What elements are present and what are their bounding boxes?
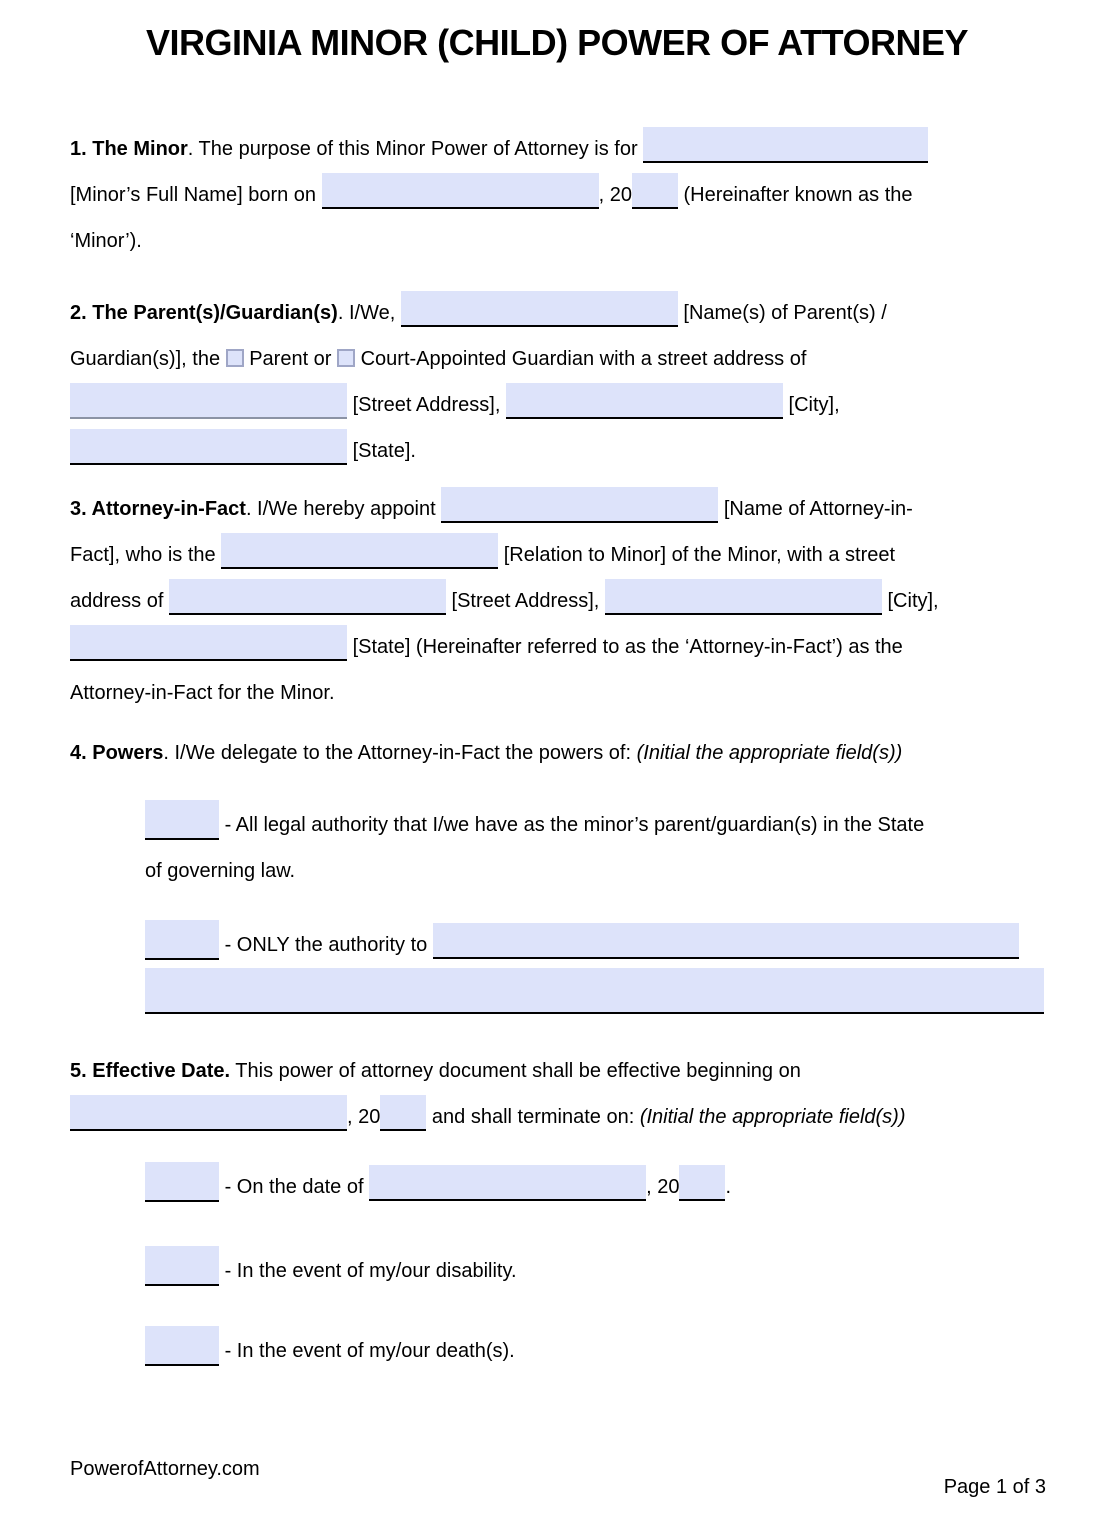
only-authority-text-field-line2[interactable] [145, 968, 1044, 1014]
s5-text-7: - In the event of my/our disability. [224, 1260, 517, 1282]
s3-line5 [70, 670, 1044, 716]
s2-text-1: . I/We, [337, 302, 396, 324]
s4-text-1: . I/We delegate to the Attorney-in-Fact the powers of: [163, 742, 632, 764]
terminate-date-initials-field[interactable] [145, 1162, 219, 1202]
s5-text-5: , 20 [646, 1176, 680, 1198]
termination-item-death [145, 1326, 1044, 1374]
s1-text-4: (Hereinafter known as the [683, 184, 913, 206]
s2-line1 [70, 290, 1044, 336]
s1-heading: 1. The Minor [70, 138, 188, 160]
s3-text-8: [State] (Hereinafter referred to as the ‘Attorney-in-Fact’) as the [352, 636, 903, 658]
s5-item-date-line [145, 1162, 1044, 1210]
s4-instruction-italic: (Initial the appropriate field(s)) [636, 742, 903, 764]
s1-text-2: [Minor’s Full Name] born on [70, 184, 317, 206]
s5-instruction-italic: (Initial the appropriate field(s)) [639, 1106, 906, 1128]
s3-line4 [70, 624, 1044, 670]
parent-city-field[interactable] [506, 383, 783, 419]
s3-line1 [70, 486, 1044, 532]
s2-line2 [70, 336, 1044, 382]
s5-text-3: and shall terminate on: [431, 1106, 635, 1128]
s4-item-all-line2 [145, 848, 1044, 894]
section-the-minor [70, 126, 1044, 264]
s2-text-5: Court-Appointed Guardian with a street address of [360, 348, 807, 370]
s5-text-6: . [725, 1176, 732, 1198]
attorney-state-field[interactable] [70, 625, 347, 661]
s5-text-1: This power of attorney document shall be effective beginning on [235, 1060, 801, 1082]
death-initials-field[interactable] [145, 1326, 219, 1366]
s4-text-4: - ONLY the authority to [224, 934, 428, 956]
s2-heading: 2. The Parent(s)/Guardian(s) [70, 302, 338, 324]
s5-text-4: - On the date of [224, 1176, 364, 1198]
s1-text-5: ‘Minor’). [70, 230, 142, 252]
parent-street-address-field[interactable] [70, 383, 347, 419]
only-authority-initials-field[interactable] [145, 920, 219, 960]
s5-item-death-line [145, 1326, 1044, 1374]
powers-item-only-authority [145, 920, 1044, 1014]
s2-text-8: [State]. [352, 440, 416, 462]
attorney-street-address-field[interactable] [169, 579, 446, 615]
birth-date-field[interactable] [322, 173, 599, 209]
disability-initials-field[interactable] [145, 1246, 219, 1286]
powers-item-all-authority [145, 800, 1044, 894]
effective-date-field[interactable] [70, 1095, 347, 1131]
s4-text-2: - All legal authority that I/we have as the minor’s parent/guardian(s) in the State [224, 814, 925, 836]
s3-heading: 3. Attorney-in-Fact [70, 498, 246, 520]
termination-item-disability [145, 1246, 1044, 1294]
minor-name-field[interactable] [643, 127, 928, 163]
s5-text-8: - In the event of my/our death(s). [224, 1340, 515, 1362]
s3-line3 [70, 578, 1044, 624]
s2-text-3: Guardian(s)], the [70, 348, 221, 370]
s3-text-9: Attorney-in-Fact for the Minor. [70, 682, 335, 704]
s1-text-3: , 20 [598, 184, 632, 206]
s4-item-only-line1 [145, 920, 1044, 968]
s3-text-5: address of [70, 590, 164, 612]
s3-text-1: . I/We hereby appoint [245, 498, 436, 520]
court-appointed-guardian-checkbox[interactable] [337, 349, 355, 367]
s2-line3 [70, 382, 1044, 428]
terminate-date-field[interactable] [369, 1165, 646, 1201]
s3-text-6: [Street Address], [451, 590, 600, 612]
parent-state-field[interactable] [70, 429, 347, 465]
document-title: VIRGINIA MINOR (CHILD) POWER OF ATTORNEY [146, 22, 968, 63]
s1-line1 [70, 126, 1044, 172]
s1-line2 [70, 172, 1044, 218]
s3-text-7: [City], [887, 590, 939, 612]
s4-heading: 4. Powers [70, 742, 164, 764]
section-parents-guardians [70, 290, 1044, 474]
section-attorney-in-fact [70, 486, 1044, 716]
s3-text-4: [Relation to Minor] of the Minor, with a street [503, 544, 896, 566]
effective-year-field[interactable] [380, 1095, 426, 1131]
s1-line3 [70, 218, 1044, 264]
s4-item-all-line1 [145, 800, 1044, 848]
s2-text-7: [City], [788, 394, 840, 416]
section-powers [70, 730, 1044, 776]
s2-line4 [70, 428, 1044, 474]
all-authority-initials-field[interactable] [145, 800, 219, 840]
s5-line2 [70, 1094, 1044, 1140]
parent-checkbox[interactable] [226, 349, 244, 367]
termination-item-date [145, 1162, 1044, 1210]
s4-text-3: of governing law. [145, 860, 296, 882]
s2-text-2: [Name(s) of Parent(s) / [683, 302, 887, 324]
s2-text-4: Parent or [249, 348, 332, 370]
s5-item-disability-line [145, 1246, 1044, 1294]
terminate-year-field[interactable] [679, 1165, 725, 1201]
footer-page-number: Page 1 of 3 [943, 1476, 1046, 1498]
page-content [0, 126, 1114, 1374]
s5-text-2: , 20 [347, 1106, 381, 1128]
section-effective-date [70, 1048, 1044, 1140]
s3-line2 [70, 532, 1044, 578]
s4-line1 [70, 730, 1044, 776]
parent-names-field[interactable] [401, 291, 678, 327]
only-authority-text-field[interactable] [433, 923, 1019, 959]
s5-heading: 5. Effective Date. [70, 1060, 231, 1082]
attorney-city-field[interactable] [605, 579, 882, 615]
s2-text-6: [Street Address], [352, 394, 501, 416]
s1-text-1: . The purpose of this Minor Power of Attorney is for [187, 138, 638, 160]
s3-text-3: Fact], who is the [70, 544, 216, 566]
s3-text-2: [Name of Attorney-in- [723, 498, 913, 520]
s5-line1 [70, 1048, 1044, 1094]
attorney-name-field[interactable] [441, 487, 718, 523]
relation-to-minor-field[interactable] [221, 533, 498, 569]
birth-year-field[interactable] [632, 173, 678, 209]
footer-website: PowerofAttorney.com [70, 1458, 260, 1480]
